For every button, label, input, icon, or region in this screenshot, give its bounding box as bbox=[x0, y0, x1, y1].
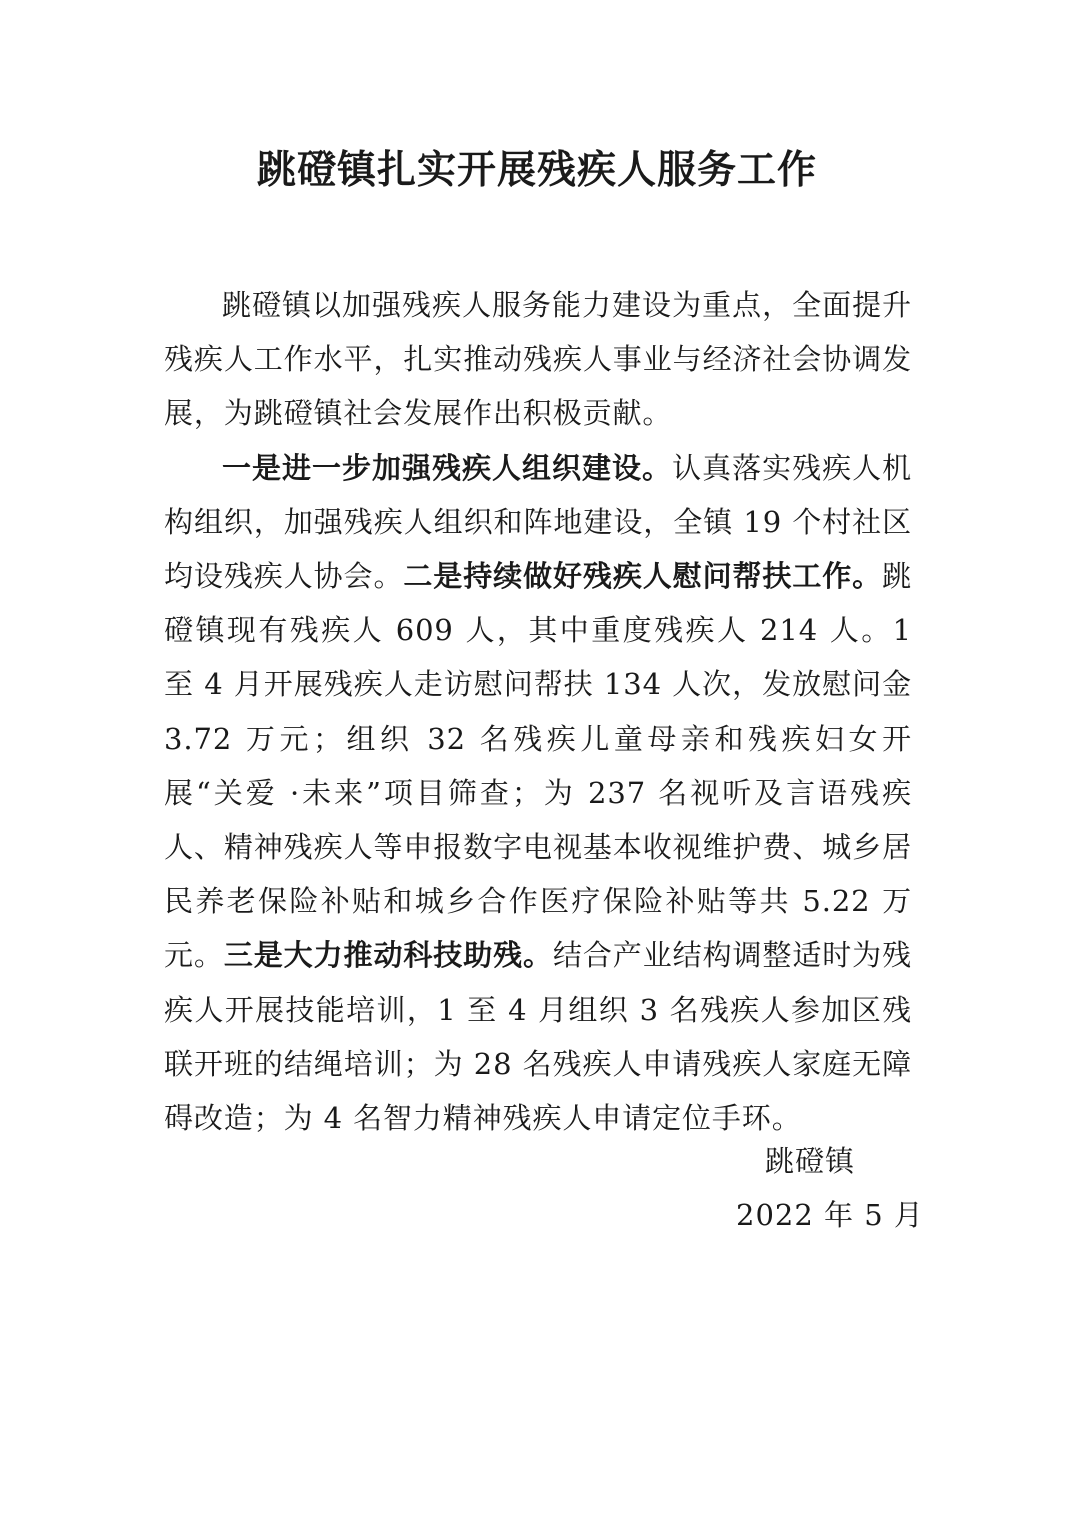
signature-date: 2022 年 5 月 bbox=[736, 1198, 924, 1232]
document-body bbox=[164, 278, 912, 1145]
signature-organization: 跳磴镇 bbox=[765, 1144, 856, 1178]
section1-heading: 一是进一步加强残疾人组织建设。 bbox=[222, 450, 673, 485]
section2-text: 跳磴镇现有残疾人 609 人，其中重度残疾人 214 人。1 至 4 月开展残疾人走访慰问帮扶 134 人次，发放慰问金 3.72 万元；组织 32 名残疾儿童母亲和残疾妇女开展“关爱 ·未来”项目筛查；为 237 名视听及言语残疾人、精神残疾人等申报数字电视基本收视维护费、城乡居民养老保险补贴和城乡合作医疗保险补贴等共 5.22 万元。 bbox=[164, 559, 913, 973]
section3-text: 结合产业结构调整适时为残疾人开展技能培训，1 至 4 月组织 3 名残疾人参加区残联开班的结绳培训；为 28 名残疾人申请残疾人家庭无障碍改造；为 4 名智力精神残疾人申请定位手环。 bbox=[164, 938, 912, 1136]
section3-heading: 三是大力推动科技助残。 bbox=[223, 938, 553, 973]
section1-text: 认真落实残疾人机构组织，加强残疾人组织和阵地建设，全镇 19 个村社区均设残疾人协会。 bbox=[164, 450, 912, 594]
measures-paragraph bbox=[164, 441, 912, 1146]
document-title: 跳磴镇扎实开展残疾人服务工作 bbox=[256, 147, 817, 193]
intro-paragraph: 跳磴镇以加强残疾人服务能力建设为重点，全面提升残疾人工作水平，扎实推动残疾人事业与经济社会协调发展，为跳磴镇社会发展作出积极贡献。 bbox=[164, 288, 912, 431]
section2-heading: 二是持续做好残疾人慰问帮扶工作。 bbox=[403, 559, 883, 594]
